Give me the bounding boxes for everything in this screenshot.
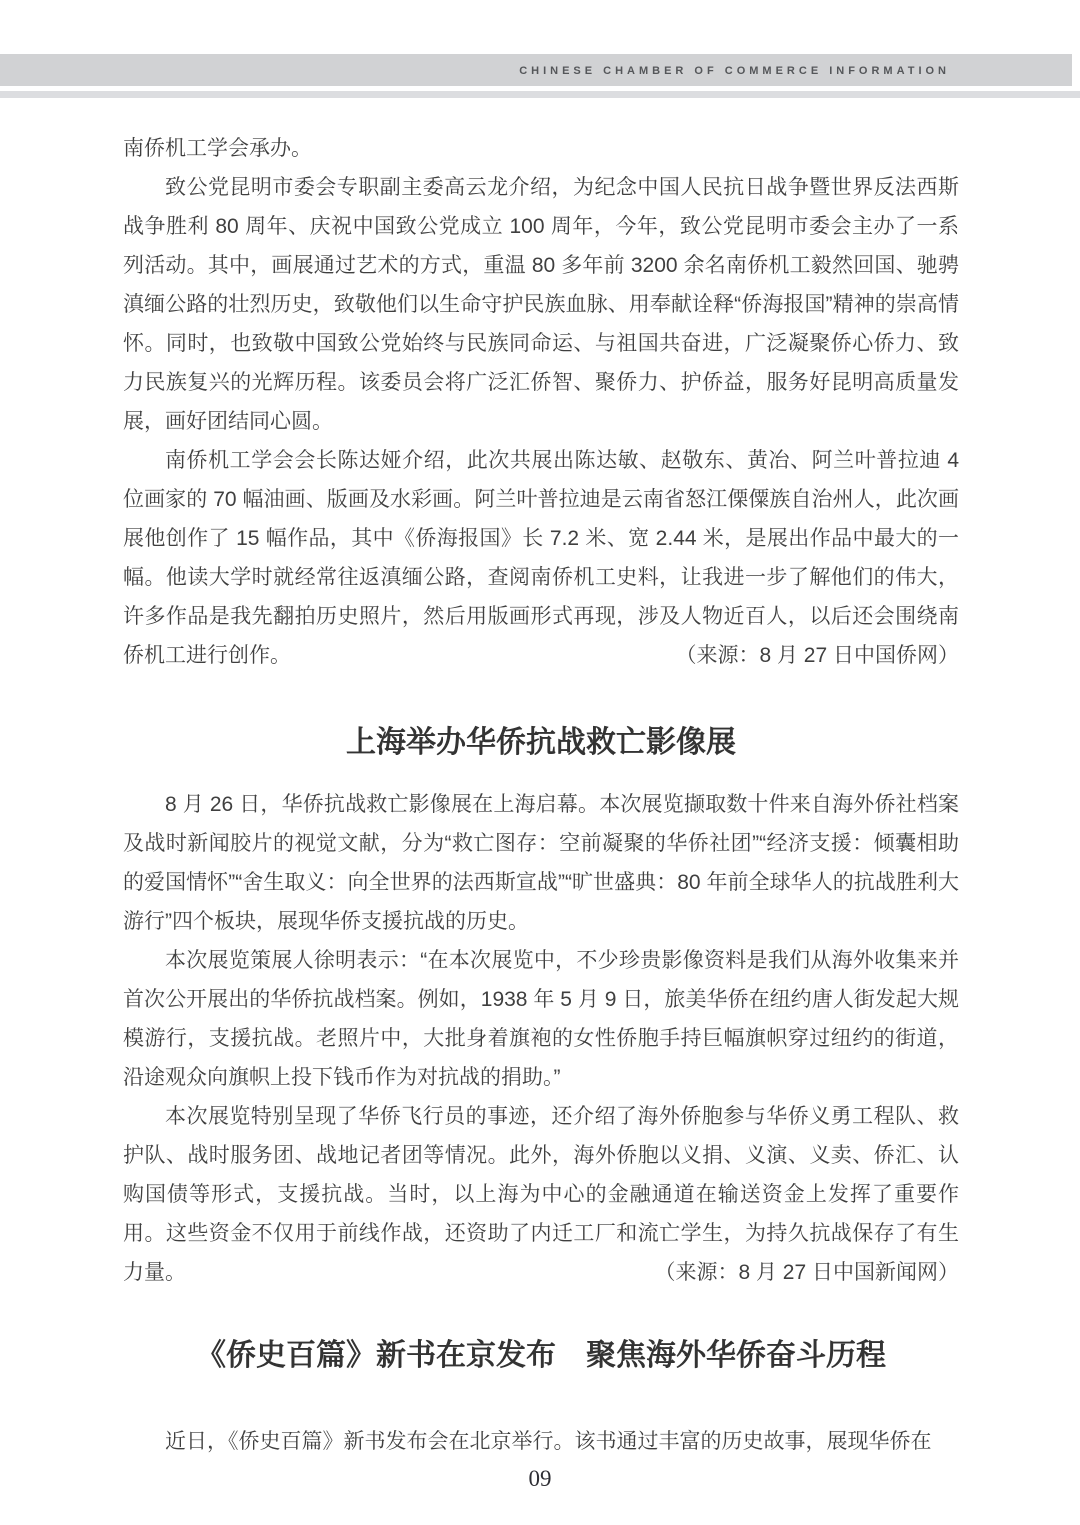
paragraph-text: 8 月 26 日，华侨抗战救亡影像展在上海启幕。本次展览撷取数十件来自海外侨社档案及战时新闻胶片的视觉文献，分为“救亡图存：空前凝聚的华侨社团”“经济支援：倾囊相助的爱国情怀”“舍生取义：向全世界的法西斯宣战”“旷世盛典：80 年前全球华人的抗战胜利大游行”四个板块，展现华侨支援抗战的历史。: [123, 793, 959, 933]
page-number: 09: [528, 1466, 552, 1491]
paragraph: [123, 441, 959, 675]
paragraph: [123, 129, 959, 168]
paragraph: [123, 785, 959, 941]
paragraph-text: 南侨机工学会承办。: [123, 137, 312, 160]
paragraph-text: 本次展览策展人徐明表示：“在本次展览中，不少珍贵影像资料是我们从海外收集来并首次公开展出的华侨抗战档案。例如，1938 年 5 月 9 日，旅美华侨在纽约唐人街发起大规模游行，支援抗战。老照片中，大批身着旗袍的女性侨胞手持巨幅旗帜穿过纽约的街道，沿途观众向旗帜上投下钱币作为对抗战的捐助。”: [123, 949, 959, 1089]
paragraph: [123, 1422, 959, 1461]
source-attribution: （来源：8 月 27 日中国侨网）: [675, 644, 959, 667]
paragraph-text: 南侨机工学会会长陈达娅介绍，此次共展出陈达敏、赵敬东、黄冶、阿兰叶普拉迪 4 位画家的 70 幅油画、版画及水彩画。阿兰叶普拉迪是云南省怒江傈僳族自治州人，此次画展他创作了 15 幅作品，其中《侨海报国》长 7.2 米、宽 2.44 米，是展出作品中最大的一幅。他读大学时就经常往返滇缅公路，查阅南侨机工史料，让我进一步了解他们的伟大，许多作品是我先翻拍历史照片，然后用版画形式再现，涉及人物近百人，以后还会围绕南侨机工进行创作。: [123, 449, 959, 667]
paragraph: [123, 1097, 959, 1292]
header-band: [0, 54, 1072, 86]
paragraph-text: 致公党昆明市委会专职副主委高云龙介绍，为纪念中国人民抗日战争暨世界反法西斯战争胜利 80 周年、庆祝中国致公党成立 100 周年，今年，致公党昆明市委会主办了一系列活动。其中，画展通过艺术的方式，重温 80 多年前 3200 余名南侨机工毅然回国、驰骋滇缅公路的壮烈历史，致敬他们以生命守护民族血脉、用奉献诠释“侨海报国”精神的崇高情怀。同时，也致敬中国致公党始终与民族同命运、与祖国共奋进，广泛凝聚侨心侨力、致力民族复兴的光辉历程。该委员会将广泛汇侨智、聚侨力、护侨益，服务好昆明高质量发展，画好团结同心圆。: [123, 176, 959, 433]
content-area: [123, 129, 959, 1461]
article-title: 《侨史百篇》新书在京发布 聚焦海外华侨奋斗历程: [196, 1339, 886, 1372]
paragraph: [123, 941, 959, 1097]
header-rule: [0, 91, 1080, 98]
header-band-title: CHINESE CHAMBER OF COMMERCE INFORMATION: [519, 65, 950, 77]
paragraph-text: 近日，《侨史百篇》新书发布会在北京举行。该书通过丰富的历史故事，展现华侨在: [165, 1430, 932, 1453]
source-attribution: （来源：8 月 27 日中国新闻网）: [654, 1261, 959, 1284]
paragraph-text: 本次展览特别呈现了华侨飞行员的事迹，还介绍了海外侨胞参与华侨义勇工程队、救护队、战时服务团、战地记者团等情况。此外，海外侨胞以义捐、义演、义卖、侨汇、认购国债等形式，支援抗战。当时，以上海为中心的金融通道在输送资金上发挥了重要作用。这些资金不仅用于前线作战，还资助了内迁工厂和流亡学生，为持久抗战保存了有生力量。: [123, 1105, 959, 1284]
paragraph: [123, 168, 959, 441]
article-title: 上海举办华侨抗战救亡影像展: [346, 726, 736, 759]
